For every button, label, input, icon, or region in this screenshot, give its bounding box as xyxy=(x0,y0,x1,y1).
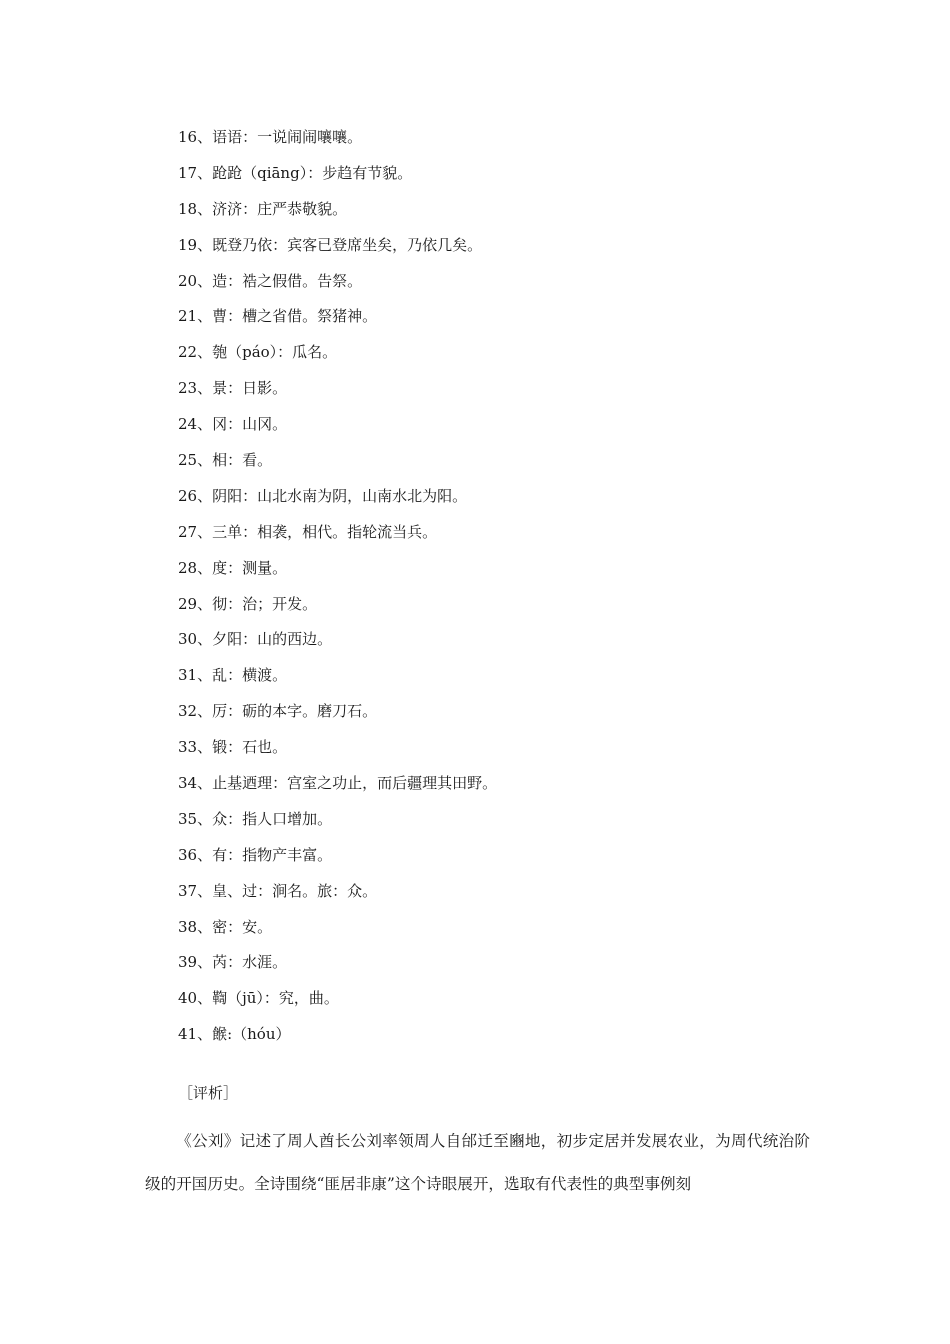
annotation-item: 32、厉：砺的本字。磨刀石。 xyxy=(178,702,378,721)
annotation-item: 39、芮：水涯。 xyxy=(178,953,288,972)
analysis-heading: ［评析］ xyxy=(178,1084,239,1102)
annotation-item: 19、既登乃依：宾客已登席坐矣，乃依几矣。 xyxy=(178,235,483,254)
annotation-item: 38、密：安。 xyxy=(178,917,273,936)
annotation-item: 34、止基迺理：宫室之功止，而后疆理其田野。 xyxy=(178,774,498,793)
annotation-item: 31、乱：横渡。 xyxy=(178,666,288,685)
annotation-item: 16、语语：一说闹闹嚷嚷。 xyxy=(178,128,363,146)
annotation-item: 20、造：祰之假借。告祭。 xyxy=(178,271,363,290)
annotation-item: 21、曹：槽之省借。祭猪神。 xyxy=(178,307,378,326)
annotation-item: 23、景：日影。 xyxy=(178,379,288,398)
annotation-item: 22、匏（páo）：瓜名。 xyxy=(178,343,338,362)
annotation-item: 30、夕阳：山的西边。 xyxy=(178,630,333,649)
annotation-item: 37、皇、过：涧名。旅：众。 xyxy=(178,881,378,900)
annotation-item: 35、众：指人口增加。 xyxy=(178,809,333,828)
annotation-item: 24、冈：山冈。 xyxy=(178,415,288,434)
annotation-item: 36、有：指物产丰富。 xyxy=(178,845,333,864)
annotation-item: 25、相：看。 xyxy=(178,451,273,470)
annotation-item: 33、锻：石也。 xyxy=(178,738,288,757)
annotation-item: 28、度：测量。 xyxy=(178,558,288,577)
analysis-paragraph: 《公刘》记述了周人酋长公刘率领周人自邰迁至豳地，初步定居并发展农业，为周代统治阶级的开国历史。全诗围绕“匪居非康”这个诗眼展开，选取有代表性的典型事例刻 xyxy=(145,1132,810,1193)
annotation-item: 40、鞫（jū）：究，曲。 xyxy=(178,989,339,1008)
annotation-list xyxy=(178,124,878,1057)
annotation-item: 26、阴阳：山北水南为阴，山南水北为阳。 xyxy=(178,486,468,505)
annotation-item: 17、跄跄（qiāng）：步趋有节貌。 xyxy=(178,163,413,182)
annotation-item: 27、三单：相袭，相代。指轮流当兵。 xyxy=(178,522,438,541)
annotation-item: 18、济济：庄严恭敬貌。 xyxy=(178,199,348,218)
annotation-item: 41、餱:（hóu） xyxy=(178,1025,291,1044)
annotation-item: 29、彻：治；开发。 xyxy=(178,594,318,613)
